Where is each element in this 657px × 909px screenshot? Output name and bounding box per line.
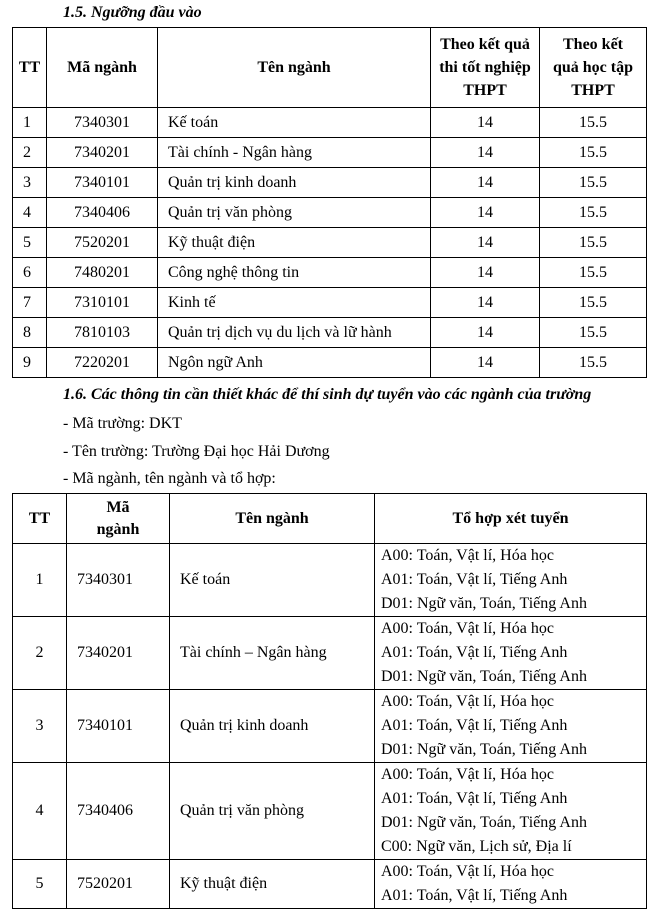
admission-combo-table xyxy=(12,493,647,909)
header-code-line: ngành xyxy=(96,520,140,538)
header-code xyxy=(67,494,170,544)
row-name: Công nghệ thông tin xyxy=(158,258,431,288)
table-row xyxy=(13,318,647,348)
row-tt: 7 xyxy=(13,288,47,318)
row-record-score: 15.5 xyxy=(540,108,647,138)
row-exam-score: 14 xyxy=(431,108,540,138)
row-code: 7340101 xyxy=(47,168,158,198)
row-name: Kế toán xyxy=(158,108,431,138)
combo-item: C00: Ngữ văn, Lịch sử, Địa lí xyxy=(381,838,572,855)
row-code: 7340201 xyxy=(47,138,158,168)
row-name: Quản trị dịch vụ du lịch và lữ hành xyxy=(158,318,431,348)
table-row xyxy=(13,138,647,168)
combo-item: A01: Toán, Vật lí, Tiếng Anh xyxy=(381,644,568,661)
row-tt: 8 xyxy=(13,318,47,348)
row-name: Quản trị kinh doanh xyxy=(170,690,375,763)
row-tt: 1 xyxy=(13,544,67,617)
header-exam-score xyxy=(431,28,540,108)
table-row xyxy=(13,763,647,860)
combo-item: D01: Ngữ văn, Toán, Tiếng Anh xyxy=(381,741,587,758)
row-exam-score: 14 xyxy=(431,198,540,228)
row-exam-score: 14 xyxy=(431,228,540,258)
school-code-note: - Mã trường: DKT xyxy=(63,415,182,432)
row-tt: 3 xyxy=(13,168,47,198)
row-name: Ngôn ngữ Anh xyxy=(158,348,431,378)
row-tt: 6 xyxy=(13,258,47,288)
row-tt: 3 xyxy=(13,690,67,763)
threshold-table xyxy=(12,27,647,378)
row-record-score: 15.5 xyxy=(540,228,647,258)
row-tt: 2 xyxy=(13,617,67,690)
header-code-line: Mã xyxy=(106,498,130,516)
header-record-score xyxy=(540,28,647,108)
row-exam-score: 14 xyxy=(431,168,540,198)
table-row xyxy=(13,617,647,690)
row-code: 7340301 xyxy=(47,108,158,138)
row-code: 7520201 xyxy=(67,860,170,909)
row-exam-score: 14 xyxy=(431,258,540,288)
combo-item: D01: Ngữ văn, Toán, Tiếng Anh xyxy=(381,595,587,612)
table-row xyxy=(13,348,647,378)
row-record-score: 15.5 xyxy=(540,348,647,378)
header-record-line: THPT xyxy=(571,82,615,99)
threshold-table-header xyxy=(13,28,647,108)
header-exam-line: thi tốt nghiệp xyxy=(439,59,531,76)
row-tt: 4 xyxy=(13,763,67,860)
combo-item: A00: Toán, Vật lí, Hóa học xyxy=(381,863,554,880)
header-combo: Tổ hợp xét tuyển xyxy=(375,494,647,544)
row-name: Quản trị văn phòng xyxy=(158,198,431,228)
row-tt: 5 xyxy=(13,860,67,909)
row-code: 7220201 xyxy=(47,348,158,378)
row-name: Kỹ thuật điện xyxy=(158,228,431,258)
combo-item: A00: Toán, Vật lí, Hóa học xyxy=(381,693,554,710)
row-name: Tài chính – Ngân hàng xyxy=(170,617,375,690)
row-code: 7340301 xyxy=(67,544,170,617)
row-code: 7310101 xyxy=(47,288,158,318)
school-name-note: - Tên trường: Trường Đại học Hải Dương xyxy=(63,443,330,460)
row-record-score: 15.5 xyxy=(540,318,647,348)
row-code: 7340101 xyxy=(67,690,170,763)
table-row xyxy=(13,108,647,138)
row-exam-score: 14 xyxy=(431,318,540,348)
table-row xyxy=(13,198,647,228)
row-record-score: 15.5 xyxy=(540,198,647,228)
row-combos xyxy=(375,763,647,860)
header-name: Tên ngành xyxy=(158,28,431,108)
combo-item: D01: Ngữ văn, Toán, Tiếng Anh xyxy=(381,668,587,685)
row-code: 7340201 xyxy=(67,617,170,690)
table-row xyxy=(13,228,647,258)
row-name: Kế toán xyxy=(170,544,375,617)
row-exam-score: 14 xyxy=(431,348,540,378)
row-record-score: 15.5 xyxy=(540,288,647,318)
table-row xyxy=(13,544,647,617)
row-exam-score: 14 xyxy=(431,138,540,168)
header-tt: TT xyxy=(13,28,47,108)
row-code: 7340406 xyxy=(47,198,158,228)
header-record-line: quả học tập xyxy=(552,59,634,76)
row-code: 7810103 xyxy=(47,318,158,348)
row-tt: 5 xyxy=(13,228,47,258)
row-combos xyxy=(375,617,647,690)
row-name: Tài chính - Ngân hàng xyxy=(158,138,431,168)
header-exam-line: THPT xyxy=(463,82,507,99)
row-name: Quản trị văn phòng xyxy=(170,763,375,860)
table-row xyxy=(13,690,647,763)
row-tt: 2 xyxy=(13,138,47,168)
row-record-score: 15.5 xyxy=(540,168,647,198)
header-exam-line: Theo kết quả xyxy=(440,36,530,53)
row-code: 7340406 xyxy=(67,763,170,860)
section-1-6-title: 1.6. Các thông tin cần thiết khác để thí sinh dự tuyển vào các ngành của trường xyxy=(63,386,592,403)
combo-item: A00: Toán, Vật lí, Hóa học xyxy=(381,620,554,637)
table-row xyxy=(13,288,647,318)
row-record-score: 15.5 xyxy=(540,258,647,288)
row-tt: 9 xyxy=(13,348,47,378)
row-name: Quản trị kinh doanh xyxy=(158,168,431,198)
row-tt: 4 xyxy=(13,198,47,228)
table-row xyxy=(13,860,647,909)
table-row xyxy=(13,168,647,198)
row-exam-score: 14 xyxy=(431,288,540,318)
combo-item: A01: Toán, Vật lí, Tiếng Anh xyxy=(381,571,568,588)
combo-item: D01: Ngữ văn, Toán, Tiếng Anh xyxy=(381,814,587,831)
combo-item: A01: Toán, Vật lí, Tiếng Anh xyxy=(381,887,568,904)
combo-table-header xyxy=(13,494,647,544)
row-tt: 1 xyxy=(13,108,47,138)
row-code: 7480201 xyxy=(47,258,158,288)
header-tt: TT xyxy=(13,494,67,544)
table-row xyxy=(13,258,647,288)
row-name: Kinh tế xyxy=(158,288,431,318)
combo-item: A00: Toán, Vật lí, Hóa học xyxy=(381,766,554,783)
row-name: Kỹ thuật điện xyxy=(170,860,375,909)
row-record-score: 15.5 xyxy=(540,138,647,168)
row-code: 7520201 xyxy=(47,228,158,258)
combo-intro-note: - Mã ngành, tên ngành và tổ hợp: xyxy=(63,470,276,487)
combo-item: A00: Toán, Vật lí, Hóa học xyxy=(381,547,554,564)
row-combos xyxy=(375,690,647,763)
section-1-5-title: 1.5. Ngưỡng đầu vào xyxy=(63,4,202,21)
combo-item: A01: Toán, Vật lí, Tiếng Anh xyxy=(381,790,568,807)
header-code: Mã ngành xyxy=(47,28,158,108)
row-combos xyxy=(375,860,647,909)
header-name: Tên ngành xyxy=(170,494,375,544)
row-combos xyxy=(375,544,647,617)
header-record-line: Theo kết xyxy=(563,36,623,53)
combo-item: A01: Toán, Vật lí, Tiếng Anh xyxy=(381,717,568,734)
